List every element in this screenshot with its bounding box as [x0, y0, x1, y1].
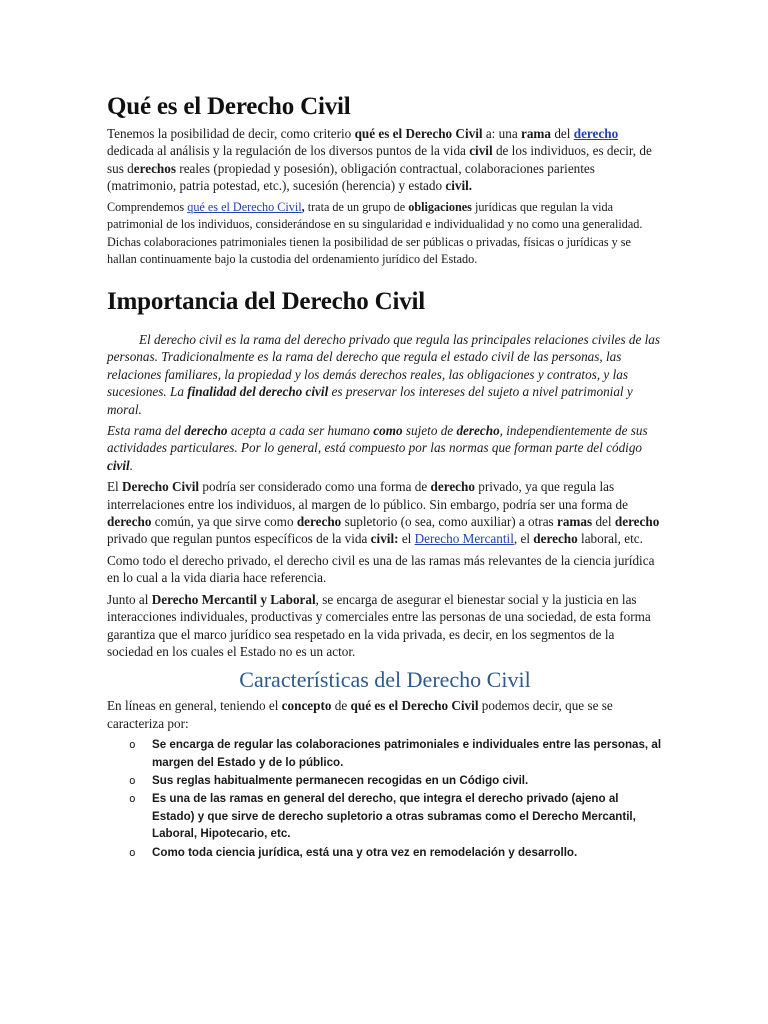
characteristics-list	[107, 736, 663, 861]
bullet-icon: o	[129, 845, 136, 859]
text: El	[107, 479, 123, 495]
text: dedicada al análisis y la regulación de los diversos puntos de la vida	[107, 143, 470, 159]
bold-text: derecho	[184, 423, 228, 439]
list-item	[107, 736, 663, 771]
bold-text: civil	[107, 457, 130, 473]
text: acepta a cada ser humano	[227, 423, 374, 439]
text: privado, ya que regula las interrelaciones entre los individuos, al margen de lo público. Sin embargo, podría ser una forma de	[107, 479, 629, 512]
definition-paragraph	[107, 199, 663, 269]
text: reales (propiedad y posesión), obligación contractual, colaboraciones parientes (matrimonio, patria potestad, etc.), sucesión (herencia) y estado	[107, 160, 595, 194]
text: , el	[513, 531, 534, 547]
bold-text: derecho	[614, 514, 660, 530]
bold-text: obligaciones	[408, 199, 472, 214]
list-item	[107, 790, 663, 842]
document-page	[107, 92, 663, 862]
bold-text: civil.	[445, 178, 473, 194]
bold-text: Derecho Civil	[122, 479, 200, 495]
caracteristicas-intro	[107, 697, 663, 732]
bold-text: Derecho Mercantil y Laboral	[151, 591, 316, 607]
text: Junto al	[107, 591, 152, 607]
text: Tenemos la posibilidad de decir, como criterio	[107, 126, 355, 141]
list-item-text: Es una de las ramas en general del derecho, que integra el derecho privado (ajeno al Estado) y que sirve de derecho supletorio a otras subramas como el Derecho Mercantil, Laboral, Hipotecario, etc.	[152, 792, 636, 841]
text: Esta rama del	[107, 423, 185, 439]
bold-text: derecho	[107, 514, 152, 530]
privado-paragraph	[107, 478, 663, 548]
bold-text: concepto	[281, 698, 332, 714]
text: sujeto de	[402, 423, 457, 439]
page-title: Qué es el Derecho Civil	[107, 93, 351, 120]
text: el	[398, 531, 415, 547]
text: El derecho civil es la rama del derecho privado que regula las principales relaciones civiles de las personas. Tradicionalmente es la rama del derecho que regula el estado civil de las personas, las relaciones familiares, la propiedad y los demás derechos reales, las obligaciones y contratos, y las sucesiones. La	[107, 332, 661, 400]
derecho-mercantil-link[interactable]: Derecho Mercantil	[414, 531, 514, 547]
text: podría ser considerado como una forma de	[199, 479, 431, 495]
derecho-link[interactable]: derecho	[573, 126, 619, 141]
text: de los individuos, es decir, de sus d	[107, 143, 652, 176]
bold-text: civil	[469, 143, 493, 159]
relevancia-paragraph: Como todo el derecho privado, el derecho civil es una de las ramas más relevantes de la ciencia jurídica en lo cual a la vida diaria hace referencia.	[107, 552, 655, 586]
text: común, ya que sirve como	[151, 514, 297, 530]
bold-text: finalidad del derecho civil	[187, 384, 329, 400]
bold-text: qué es el Derecho Civil	[354, 126, 483, 141]
text: jurídicas que regulan la vida patrimonial de los individuos, considerándose en su singularidad e individualidad y no como una generalidad. Dichas colaboraciones patrimoniales tienen la posibilidad de ser públicas o privadas, físicas o jurídicas y se hallan continuamente bajo la custodia del ordenamiento jurídico del Estado.	[107, 199, 643, 267]
bold-text: ,	[301, 199, 305, 214]
bold-text: derecho	[430, 479, 475, 495]
text: privado que regulan puntos específicos de la vida	[107, 531, 371, 547]
list-item-text: Se encarga de regular las colaboraciones patrimoniales e individuales entre las personas, al margen del Estado y de lo público.	[152, 738, 662, 769]
list-item	[107, 844, 663, 861]
bold-text: civil:	[370, 531, 399, 547]
mercantil-laboral-paragraph	[107, 591, 663, 661]
text: .	[129, 457, 133, 473]
text: es preservar los intereses del sujeto a nivel patrimonial y moral.	[107, 384, 633, 417]
text: trata de un grupo de	[304, 199, 409, 214]
importance-paragraph	[107, 331, 663, 418]
rama-paragraph	[107, 422, 663, 474]
bullet-icon: o	[129, 773, 136, 787]
text: de	[331, 698, 351, 714]
text: supletorio (o sea, como auxiliar) a otras	[341, 514, 557, 530]
intro-paragraph	[107, 125, 663, 195]
bold-text: derecho	[296, 514, 342, 530]
list-item	[107, 772, 663, 789]
bold-text: derecho	[533, 531, 578, 547]
section-heading-caracteristicas: Características del Derecho Civil	[239, 667, 531, 693]
text: , independientemente de sus actividades particulares. Por lo general, está compuesto por las normas que forman parte del código	[107, 423, 648, 456]
bold-text: erechos	[133, 160, 176, 176]
text: del	[551, 126, 574, 141]
text: Comprendemos	[107, 199, 188, 214]
bold-text: rama	[520, 126, 552, 141]
bold-text: como	[373, 423, 403, 439]
text: del	[592, 514, 615, 530]
bullet-icon: o	[129, 792, 136, 806]
text: a: una	[482, 126, 521, 141]
list-item-text: Como toda ciencia jurídica, está una y otra vez en remodelación y desarrollo.	[152, 845, 578, 859]
text: , se encarga de asegurar el bienestar social y la justicia en las interacciones individuales, productivas y comerciales entre las personas de una sociedad, de esta forma garantiza que el marco jurídico sea respetado en la vida privada, es decir, en los segmentos de la sociedad en los cuales el Estado no es un actor.	[107, 591, 651, 659]
text: podemos decir, que se se caracteriza por:	[107, 698, 613, 731]
section-heading-importancia: Importancia del Derecho Civil	[107, 288, 426, 315]
bold-text: derecho	[456, 423, 500, 439]
bold-text: qué es el Derecho Civil	[350, 698, 479, 714]
bullet-icon: o	[129, 738, 136, 752]
que-es-derecho-civil-link[interactable]: qué es el Derecho Civil	[187, 199, 302, 214]
bold-text: ramas	[556, 514, 593, 530]
text: laboral, etc.	[577, 531, 643, 547]
list-item-text: Sus reglas habitualmente permanecen recogidas en un Código civil.	[152, 773, 529, 787]
text: En líneas en general, teniendo el	[107, 698, 282, 714]
